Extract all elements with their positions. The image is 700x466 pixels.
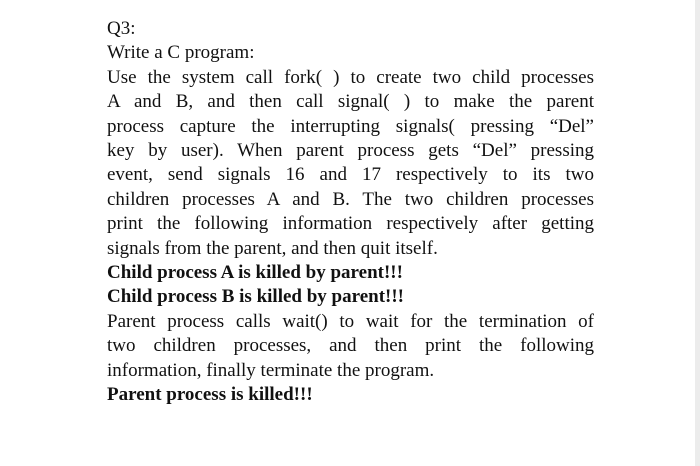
- question-heading: Write a C program:: [107, 42, 255, 64]
- description-line: print the following information respectively after getting: [107, 213, 594, 235]
- description-line: signals from the parent, and then quit itself.: [107, 237, 438, 259]
- description-line: process capture the interrupting signals( pressing “Del”: [107, 115, 594, 137]
- parent-description: [107, 310, 594, 383]
- child-a-output-message: Child process A is killed by parent!!!: [107, 261, 403, 283]
- description-line: Parent process calls wait() to wait for the termination of: [107, 310, 594, 332]
- description-line: two children processes, and then print the following: [107, 335, 594, 357]
- description-line: key by user). When parent process gets “Del” pressing: [107, 139, 594, 161]
- question-document: [107, 17, 594, 407]
- description-line: event, send signals 16 and 17 respectively to its two: [107, 164, 594, 186]
- question-number: Q3:: [107, 18, 136, 39]
- child-b-output-message: Child process B is killed by parent!!!: [107, 286, 405, 308]
- parent-output-message: Parent process is killed!!!: [107, 383, 313, 405]
- description-line: A and B, and then call signal( ) to make the parent: [107, 91, 594, 113]
- description-line: Use the system call fork( ) to create two child processes: [107, 66, 594, 88]
- page-edge-divider: [695, 0, 700, 466]
- description-line: information, finally terminate the program.: [107, 359, 435, 381]
- task-description: [107, 66, 594, 261]
- description-line: children processes A and B. The two children processes: [107, 188, 594, 210]
